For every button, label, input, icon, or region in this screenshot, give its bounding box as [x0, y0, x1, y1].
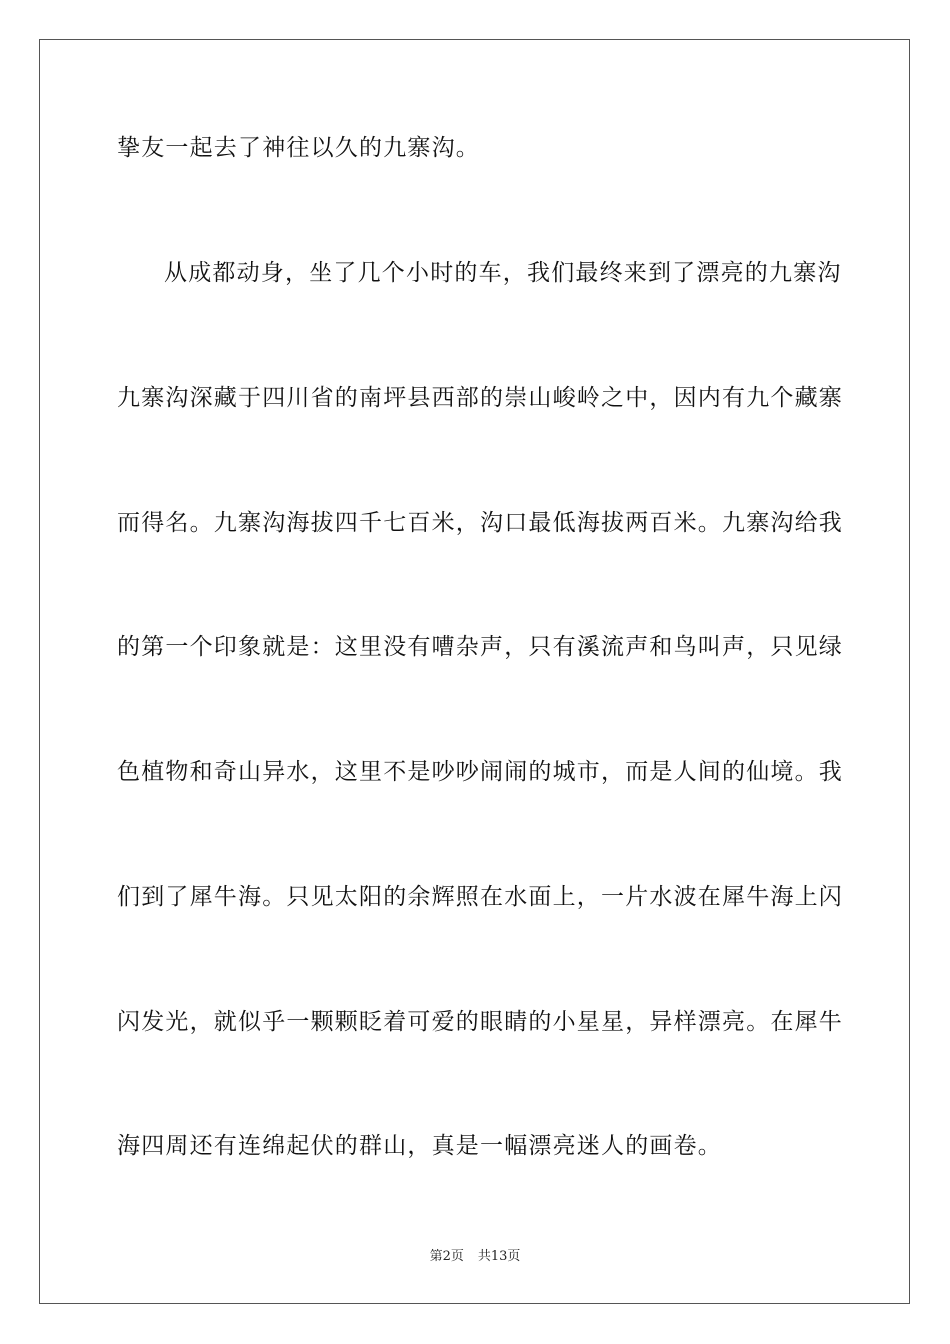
body-line-6: 色植物和奇山异水，这里不是吵吵闹闹的城市，而是人间的仙境。我 [117, 759, 843, 785]
page-number: 第2页 [429, 1249, 464, 1264]
body-line-2: 从成都动身，坐了几个小时的车，我们最终来到了漂亮的九寨沟 [164, 260, 842, 286]
body-line-5: 的第一个印象就是：这里没有嘈杂声，只有溪流声和鸟叫声，只见绿 [117, 634, 843, 660]
body-line-4: 而得名。九寨沟海拔四千七百米，沟口最低海拔两百米。九寨沟给我 [117, 510, 843, 536]
body-line-9: 海四周还有连绵起伏的群山，真是一幅漂亮迷人的画卷。 [117, 1133, 722, 1159]
page-border [39, 39, 910, 1304]
body-line-8: 闪发光，就似乎一颗颗眨着可爱的眼睛的小星星，异样漂亮。在犀牛 [117, 1009, 843, 1035]
page-total: 共13页 [477, 1249, 521, 1264]
body-line-3: 九寨沟深藏于四川省的南坪县西部的崇山峻岭之中，因内有九个藏寨 [117, 385, 843, 411]
body-line-1: 挚友一起去了神往以久的九寨沟。 [117, 135, 480, 161]
page-footer [0, 1248, 950, 1266]
body-line-7: 们到了犀牛海。只见太阳的余辉照在水面上，一片水波在犀牛海上闪 [117, 884, 843, 910]
